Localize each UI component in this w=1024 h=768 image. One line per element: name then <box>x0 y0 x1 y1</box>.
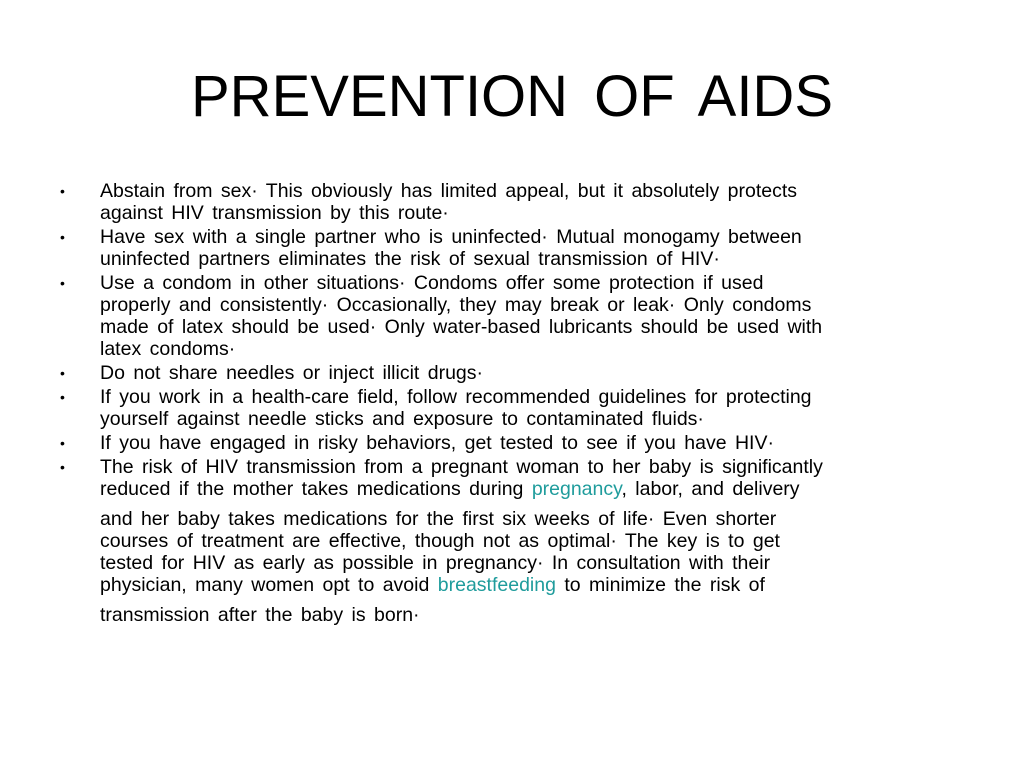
bullet-single-partner <box>60 226 970 270</box>
bullet-marker: • <box>60 459 65 475</box>
bullet-text-line: made of latex should be used· Only water-based lubricants should be used with <box>100 316 823 338</box>
bullet-text-line: tested for HIV as early as possible in pregnancy· In consultation with their <box>100 552 771 574</box>
bullet-text-line: courses of treatment are effective, though not as optimal· The key is to get <box>100 530 780 552</box>
pregnancy-link[interactable]: pregnancy <box>531 478 622 500</box>
bullet-text-line: uninfected partners eliminates the risk of sexual transmission of HIV· <box>100 248 720 270</box>
bullet-get-tested <box>60 432 970 454</box>
bullet-pregnancy <box>60 456 970 626</box>
slide-title: PREVENTION OF AIDS <box>191 64 833 129</box>
bullet-needles <box>60 362 970 384</box>
bullet-text-line: and her baby takes medications for the first six weeks of life· Even shorter <box>100 508 777 530</box>
bullet-health-care <box>60 386 970 430</box>
bullet-condom <box>60 272 970 360</box>
bullet-text-line <box>100 574 970 596</box>
breastfeeding-link[interactable]: breastfeeding <box>437 574 556 596</box>
bullet-marker: • <box>60 275 65 291</box>
bullet-text-line: against HIV transmission by this route· <box>100 202 449 224</box>
bullet-list <box>60 180 970 628</box>
bullet-abstain <box>60 180 970 224</box>
bullet-marker: • <box>60 365 65 381</box>
bullet-text-line: Have sex with a single partner who is uninfected· Mutual monogamy between <box>100 226 802 248</box>
bullet-text-line: The risk of HIV transmission from a pregnant woman to her baby is significantly <box>100 456 823 478</box>
bullet-text-line: Use a condom in other situations· Condoms offer some protection if used <box>100 272 764 294</box>
bullet-text-line: Abstain from sex· This obviously has limited appeal, but it absolutely protects <box>100 180 798 202</box>
bullet-text-line: latex condoms· <box>100 338 236 360</box>
bullet-text-line: transmission after the baby is born· <box>100 604 420 626</box>
bullet-text-segment: to minimize the risk of <box>555 574 765 596</box>
bullet-text-segment: , labor, and delivery <box>621 478 800 500</box>
bullet-text-line <box>100 478 970 500</box>
bullet-marker: • <box>60 389 65 405</box>
bullet-text-line: If you have engaged in risky behaviors, get tested to see if you have HIV· <box>100 432 774 454</box>
bullet-text-line: properly and consistently· Occasionally, they may break or leak· Only condoms <box>100 294 812 316</box>
bullet-marker: • <box>60 183 65 199</box>
bullet-text-segment: physician, many women opt to avoid <box>100 574 438 596</box>
bullet-marker: • <box>60 229 65 245</box>
bullet-text-segment: reduced if the mother takes medications during <box>100 478 532 500</box>
bullet-text-line: yourself against needle sticks and exposure to contaminated fluids· <box>100 408 704 430</box>
bullet-text-line: If you work in a health-care field, follow recommended guidelines for protecting <box>100 386 812 408</box>
bullet-text-line: Do not share needles or inject illicit drugs· <box>100 362 484 384</box>
bullet-marker: • <box>60 435 65 451</box>
